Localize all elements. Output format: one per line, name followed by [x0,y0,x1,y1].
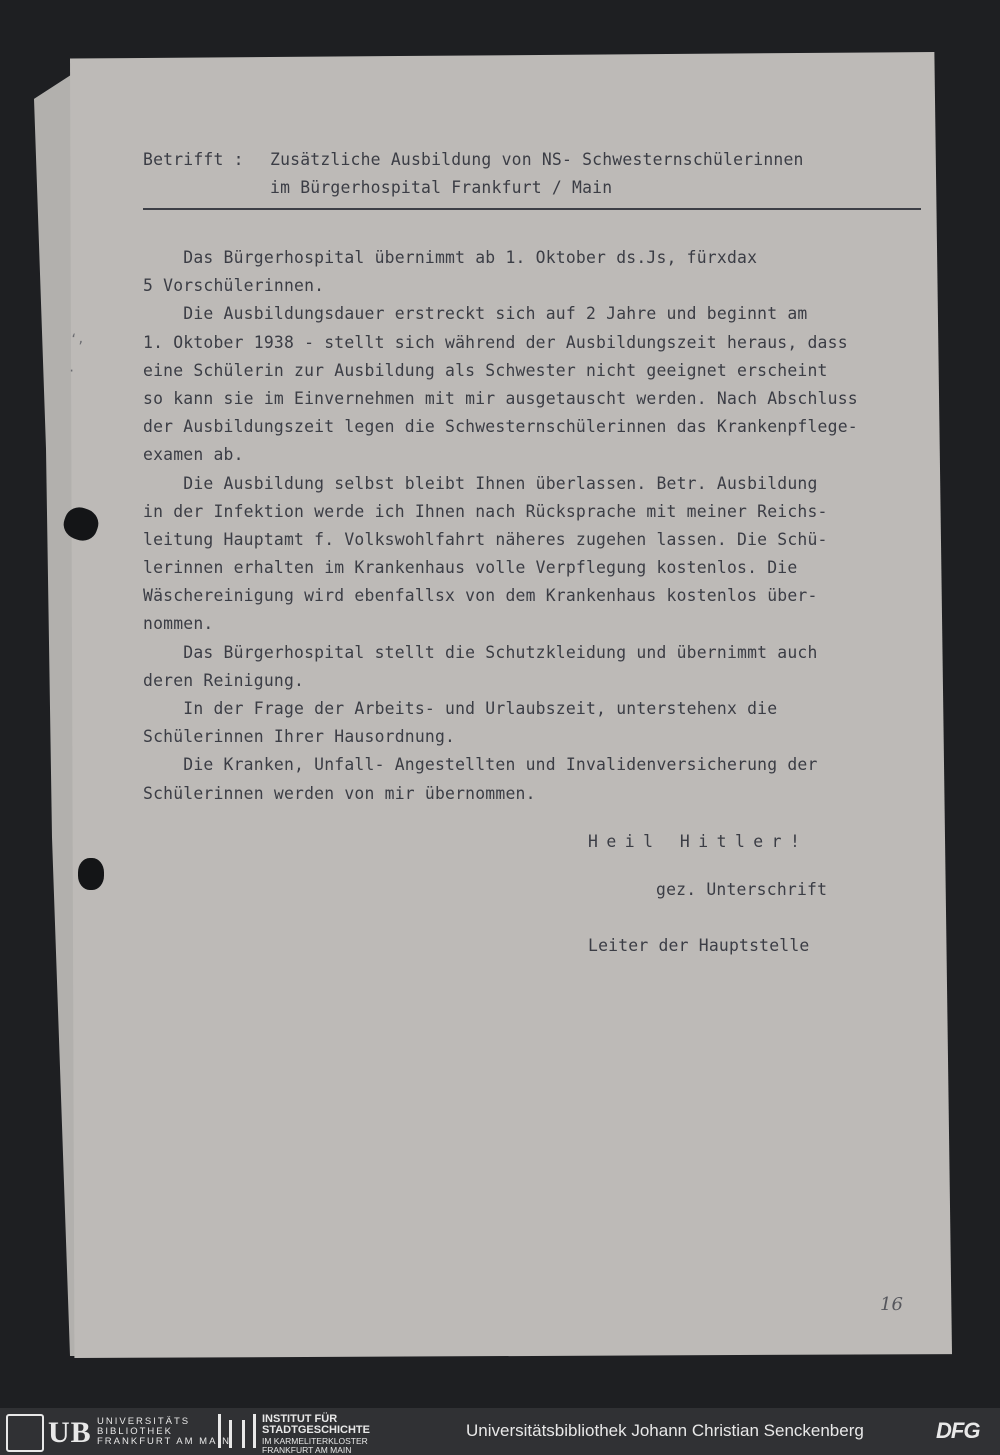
closing-greeting: Heil Hitler! [588,832,809,851]
margin-mark: ‘, [70,332,85,346]
signer-role: Leiter der Hauptstelle [588,936,810,955]
subject-label: Betrifft : [143,150,244,169]
body-line: nommen. [143,614,214,634]
ub-emblem-icon [6,1414,44,1452]
dfg-logo: DFG [936,1418,980,1443]
letter-body [143,244,953,808]
isg-sub-line: FRANKFURT AM MAIN [262,1444,352,1455]
page-number: 16 [880,1294,903,1315]
footer-bar [0,1408,1000,1455]
isg-emblem-icon [218,1414,256,1448]
body-line: deren Reinigung. [143,670,305,690]
subject-block [143,150,953,206]
ub-line: BIBLIOTHEK [97,1426,173,1437]
body-line: Wäschereinigung wird ebenfallsx von dem Krankenhaus kostenlos über- [143,586,818,606]
subject-line-1: Zusätzliche Ausbildung von NS- Schwesternschülerinnen [270,150,804,169]
subject-line-2: im Bürgerhospital Frankfurt / Main [270,178,613,197]
letter [143,150,953,955]
signature-line: gez. Unterschrift [656,880,828,899]
ub-logo-lines [97,1417,231,1447]
body-line: leitung Hauptamt f. Volkswohlfahrt näheres zugehen lassen. Die Schü- [143,529,828,549]
isg-title-line: INSTITUT FÜR [262,1413,338,1425]
isg-subtitle [262,1437,368,1454]
isg-title-line: STADTGESCHICHTE [262,1424,370,1436]
closing-block [588,832,828,955]
subject-rule [143,208,921,210]
body-line: 1. Oktober 1938 - stellt sich während der Ausbildungszeit heraus, dass [143,332,848,352]
body-line: Schülerinnen werden von mir übernommen. [143,783,536,803]
body-line: in der Infektion werde ich Ihnen nach Rücksprache mit meiner Reichs- [143,501,828,521]
body-line: der Ausbildungszeit legen die Schwesternschülerinnen das Krankenpflege- [143,417,858,437]
body-line: lerinnen erhalten im Krankenhaus volle Verpflegung kostenlos. Die [143,558,798,578]
body-line: In der Frage der Arbeits- und Urlaubszeit, unterstehenx die [143,699,778,718]
ub-logo-text: UB [48,1416,92,1449]
body-line: Das Bürgerhospital stellt die Schutzkleidung und übernimmt auch [143,642,818,662]
ub-line: FRANKFURT AM MAIN [97,1436,231,1447]
library-credit: Universitätsbibliothek Johann Christian Senckenberg [466,1421,864,1440]
isg-title [262,1414,370,1436]
isg-sub-line: IM KARMELITERKLOSTER [262,1436,368,1446]
ub-line: UNIVERSITÄTS [97,1416,191,1427]
body-line: Die Ausbildung selbst bleibt Ihnen überlassen. Betr. Ausbildung [143,473,818,493]
margin-mark: · [68,364,76,378]
body-line: Das Bürgerhospital übernimmt ab 1. Oktober ds.Js, fürxdax [143,248,758,267]
body-line: Schülerinnen Ihrer Hausordnung. [143,727,456,747]
body-line: Die Ausbildungsdauer erstreckt sich auf 2 Jahre und beginnt am [143,304,808,324]
body-line: so kann sie im Einvernehmen mit mir ausgetauscht werden. Nach Abschluss [143,388,858,408]
body-line: Die Kranken, Unfall- Angestellten und Invalidenversicherung der [143,755,818,775]
punch-hole [78,858,104,890]
body-line: 5 Vorschülerinnen. [143,276,325,296]
body-line: eine Schülerin zur Ausbildung als Schwester nicht geeignet erscheint [143,360,828,380]
body-line: examen ab. [143,445,244,465]
